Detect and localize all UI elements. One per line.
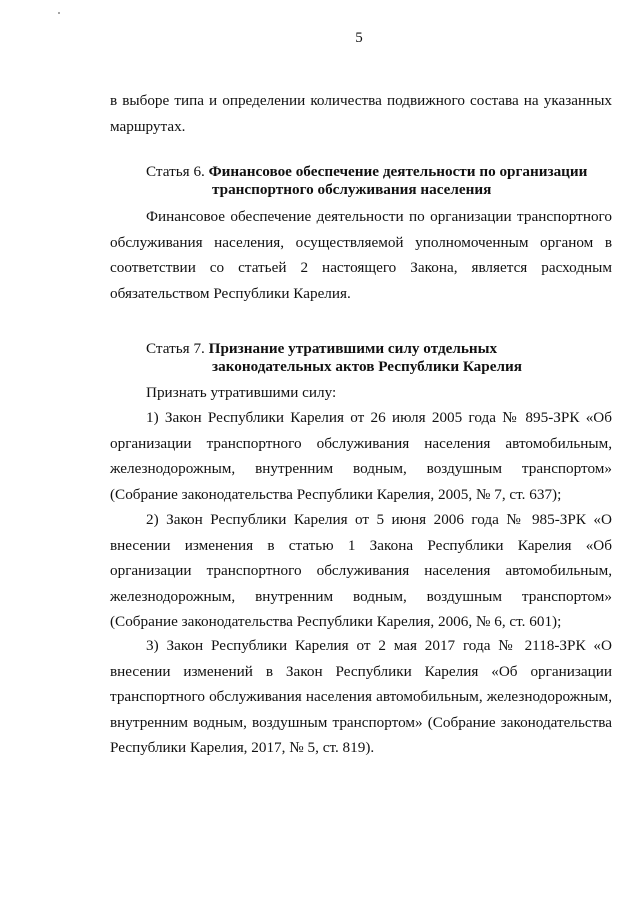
article-6-prefix: Статья 6. (146, 163, 205, 180)
continuation-paragraph: в выборе типа и определении количества подвижного состава на указанных маршрутах. (110, 92, 612, 135)
article-7-intro: Признать утратившими силу: (146, 384, 337, 401)
scan-speck (58, 12, 60, 14)
article-7-title-line1: Признание утратившими силу отдельных (208, 340, 498, 357)
article-7-prefix: Статья 7. (146, 340, 205, 357)
repeal-item-1: 1) Закон Республики Карелия от 26 июля 2005 года № 895-ЗРК «Об организации транспортного обслуживания населения автомобильным, железнодорожным, внутренним водным, воздушным транспортом» (Собрание законодательства Республики Карелия, 2005, № 7, ст. 637); (110, 409, 612, 503)
article-7-title-line2: законодательных актов Республики Карелия (212, 358, 522, 375)
repeal-item-2: 2) Закон Республики Карелия от 5 июня 2006 года № 985-ЗРК «О внесении изменения в статью 1 Закона Республики Карелия «Об организации транспортного обслуживания населения автомобильным, железнодорожным, внутренним водным, воздушным транспортом» (Собрание законодательства Республики Карелия, 2006, № 6, ст. 601); (110, 511, 612, 630)
article-6-title-line2: транспортного обслуживания населения (212, 181, 492, 198)
repeal-item-3: 3) Закон Республики Карелия от 2 мая 2017 года № 2118-ЗРК «О внесении изменений в Закон Республики Карелия «Об организации транспортного обслуживания населения автомобильным, железнодорожным, внутренним водным, воздушным транспортом» (Собрание законодательства Республики Карелия, 2017, № 5, ст. 819). (110, 637, 612, 756)
article-6-title-line1: Финансовое обеспечение деятельности по организации (208, 163, 588, 180)
article-7-heading (146, 340, 616, 376)
page-number: 5 (355, 30, 363, 46)
article-6-body: Финансовое обеспечение деятельности по организации транспортного обслуживания населения, осуществляемой уполномоченным органом в соответствии со статьей 2 настоящего Закона, является расходным обязательством Республики Карелия. (110, 208, 612, 302)
article-6-heading (146, 163, 616, 199)
